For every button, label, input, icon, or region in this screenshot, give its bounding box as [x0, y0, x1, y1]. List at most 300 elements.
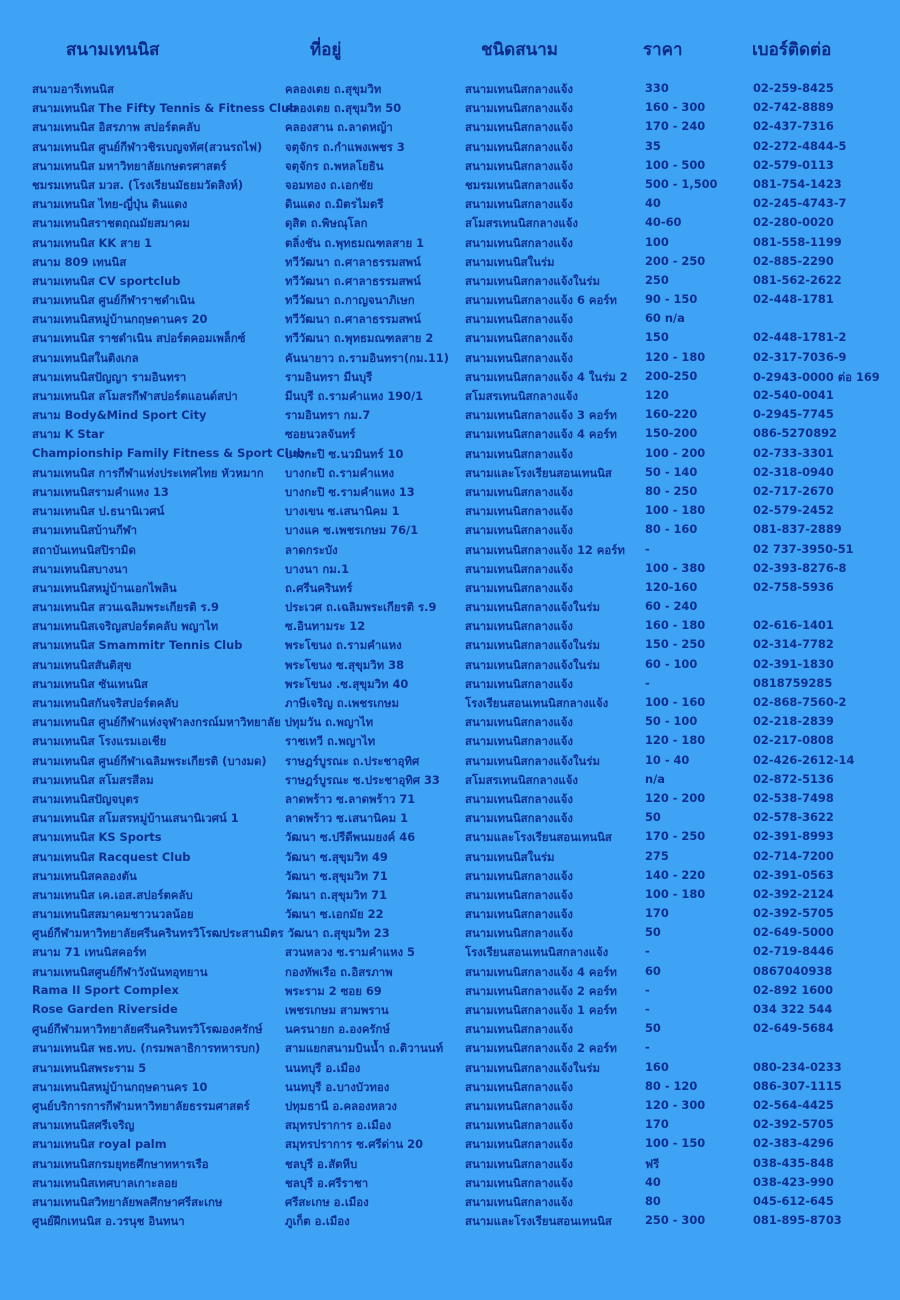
court-name: สนามเทนนิส The Fifty Tennis & Fitness Club — [32, 101, 298, 116]
court-location: บางเขน ซ.เสนานิคม 1 — [285, 504, 400, 519]
court-phone: 02-272-4844-5 — [753, 138, 847, 153]
table-row — [0, 827, 900, 846]
court-name: สนามเทนนิส ศูนย์กีฬาแห่งจุฬาลงกรณ์มหาวิทยาลัย ปทุมวัน ถ.พญาไท — [32, 715, 374, 730]
court-name: สนามเทนนิส Racquest Club — [32, 849, 191, 864]
court-type: สนามเทนนิสกลางแจ้งในร่ม — [465, 657, 600, 672]
court-location: คลองสาน ถ.ลาดหญ้า — [285, 120, 393, 135]
court-location: ปทุมธานี อ.คลองหลวง — [285, 1098, 397, 1113]
court-price: - — [645, 1040, 650, 1055]
court-phone: 086-5270892 — [753, 426, 837, 441]
court-type: สนามเทนนิสกลางแจ้ง — [465, 734, 573, 749]
court-price: 170 - 240 — [645, 119, 706, 134]
court-location: รามอินทรา มีนบุรี — [285, 369, 373, 384]
court-phone: 02-742-8889 — [753, 100, 834, 115]
court-price: 100 - 200 — [645, 445, 706, 460]
court-type: สนามเทนนิสกลางแจ้ง — [465, 1022, 573, 1037]
court-type: สนามเทนนิสกลางแจ้ง — [465, 158, 573, 173]
table-row — [0, 981, 900, 1000]
court-name: สนามเทนนิส KS Sports — [32, 830, 162, 845]
table-row — [0, 1192, 900, 1211]
court-type: สนามเทนนิสกลางแจ้ง — [465, 120, 573, 135]
court-phone: 02-649-5000 — [753, 925, 834, 940]
table-row — [0, 1173, 900, 1192]
court-price: - — [645, 944, 650, 959]
table-row — [0, 540, 900, 559]
court-name: สนามเทนนิสวิทยาลัยพลศึกษาศรีสะเกษ — [32, 1194, 223, 1209]
court-price: 35 — [645, 138, 661, 153]
court-location: จตุจักร ถ.พหลโยธิน — [285, 158, 384, 173]
court-price: 40-60 — [645, 215, 682, 230]
court-type: สนามเทนนิสกลางแจ้งในร่ม — [465, 600, 600, 615]
court-type: สนามเทนนิสกลางแจ้ง 12 คอร์ท — [465, 542, 625, 557]
court-phone: 02-578-3622 — [753, 810, 834, 825]
court-price: 80 - 120 — [645, 1078, 698, 1093]
court-name: ชมรมเทนนิส มวส. (โรงเรียนมัธยมวัดสิงห์) — [32, 177, 244, 192]
court-name: Championship Family Fitness & Sport Club- — [32, 445, 310, 460]
court-location: บางนา กม.1 — [285, 561, 349, 576]
court-location: บางกะปิ ซ.นวมินทร์ 10 — [285, 446, 404, 461]
court-location: ตลิ่งชัน ถ.พุทธมณฑลสาย 1 — [285, 235, 425, 250]
court-name: ศูนย์บริการการกีฬามหาวิทยาลัยธรรมศาสตร์ — [32, 1098, 250, 1113]
court-type: สนามเทนนิสกลางแจ้ง — [465, 523, 573, 538]
court-price: 50 — [645, 810, 661, 825]
court-phone: 081-837-2889 — [753, 522, 842, 537]
table-row — [0, 1000, 900, 1019]
header-location: ที่อยู่ — [310, 40, 342, 60]
court-name: ศูนย์กีฬามหาวิทยาลัยศรีนครินทรวิโรฒองครักษ์ — [32, 1022, 263, 1037]
court-type: สนามเทนนิสกลางแจ้ง — [465, 676, 573, 691]
court-list — [0, 79, 900, 1230]
court-location: วัฒนา ซ.ปรีดีพนมยงค์ 46 — [285, 830, 416, 845]
court-name: สนาม 71 เทนนิสคอร์ท — [32, 945, 147, 960]
court-location: วัฒนา ถ.สุขุมวิท 71 — [285, 887, 388, 902]
court-type: โรงเรียนสอนเทนนิสกลางแจ้ง — [465, 696, 609, 710]
court-location: สามแยกสนามบินน้ำ ถ.ติวานนท์ — [285, 1041, 444, 1056]
court-type: สนามเทนนิสกลางแจ้ง — [465, 1137, 573, 1152]
court-name: สนามเทนนิสราชตฤณมัยสมาคม — [32, 216, 190, 231]
court-location: ดินแดง ถ.มิตรไมตรี — [285, 197, 384, 212]
table-row — [0, 923, 900, 942]
court-name: Rose Garden Riverside — [32, 1002, 178, 1016]
court-type: สนามเทนนิสกลางแจ้ง — [465, 619, 573, 634]
court-phone: 038-435-848 — [753, 1155, 834, 1170]
court-phone: 034 322 544 — [753, 1002, 833, 1016]
court-type: สนามเทนนิสกลางแจ้ง — [465, 331, 573, 346]
court-location: สมุทรปราการ อ.เมือง — [285, 1118, 392, 1133]
header-price: ราคา — [643, 40, 683, 60]
court-phone: 02-564-4425 — [753, 1097, 834, 1112]
court-phone: 02-538-7498 — [753, 790, 834, 805]
court-phone: 02 737-3950-51 — [753, 541, 854, 556]
court-phone: 02-868-7560-2 — [753, 695, 847, 709]
court-price: 170 - 250 — [645, 829, 706, 844]
table-row — [0, 348, 900, 367]
court-type: สนามเทนนิสกลางแจ้ง — [465, 350, 573, 365]
court-price: 80 - 160 — [645, 522, 698, 537]
court-phone: 02-392-2124 — [753, 886, 834, 901]
table-row — [0, 1038, 900, 1057]
table-row — [0, 962, 900, 981]
court-location: บางกะปิ ถ.รามคำแหง — [285, 465, 395, 480]
court-type: สนามเทนนิสกลางแจ้ง 3 คอร์ท — [465, 408, 617, 423]
table-row — [0, 751, 900, 770]
court-name: ศูนย์ฝึกเทนนิส อ.วรนุช อินทนา — [32, 1214, 185, 1229]
court-price: 80 — [645, 1193, 661, 1208]
court-location: ศรีสะเกษ อ.เมือง — [285, 1194, 369, 1209]
court-type: สนามเทนนิสกลางแจ้ง — [465, 484, 573, 499]
court-location: ลาดพร้าว ซ.เสนานิคม 1 — [285, 811, 409, 826]
court-location: รามอินทรา กม.7 — [285, 408, 371, 423]
court-type: สนามเทนนิสกลางแจ้ง 2 คอร์ท — [465, 983, 617, 998]
header-court-type: ชนิดสนาม — [481, 40, 558, 60]
court-phone: 02-317-7036-9 — [753, 349, 847, 364]
court-phone: 02-280-0020 — [753, 215, 834, 230]
court-price: - — [645, 541, 650, 556]
court-name: สนามเทนนิสเทศบาลเกาะลอย — [32, 1175, 178, 1190]
court-phone: 02-391-0563 — [753, 867, 834, 882]
court-price: 330 — [645, 81, 669, 95]
court-phone: 02-245-4743-7 — [753, 196, 847, 211]
court-name: สนามเทนนิสหมู่บ้านกฤษดานคร 10 — [32, 1079, 208, 1094]
table-row — [0, 616, 900, 635]
court-type: สนามเทนนิสกลางแจ้งในร่ม — [465, 273, 600, 288]
table-row — [0, 463, 900, 482]
court-type: สนามเทนนิสกลางแจ้ง 4 ในร่ม 2 — [465, 369, 628, 384]
court-name: สนามเทนนิสในติงเกล — [32, 350, 139, 365]
table-row — [0, 482, 900, 501]
table-row — [0, 252, 900, 271]
court-name: สนามเทนนิส สโมสรกีฬาสปอร์ตแอนด์สปา — [32, 389, 238, 403]
court-phone: 086-307-1115 — [753, 1078, 842, 1093]
court-phone: 045-612-645 — [753, 1193, 834, 1208]
court-location: สมุทรปราการ ซ.ศรีด่าน 20 — [285, 1137, 424, 1152]
court-type: สโมสรเทนนิสกลางแจ้ง — [465, 216, 578, 231]
court-name: สนามเทนนิส ศูนย์กีฬาราชดำเนิน — [32, 293, 195, 308]
court-price: - — [645, 982, 650, 997]
court-phone: 02-892 1600 — [753, 982, 834, 997]
court-price: 160 — [645, 1059, 669, 1074]
court-name: สนามเทนนิส ป.ธนานิเวศน์ — [32, 504, 165, 519]
court-price: 275 — [645, 848, 669, 863]
court-price: 100 - 160 — [645, 695, 706, 709]
court-name: สนามเทนนิสปัญญา รามอินทรา — [32, 369, 187, 384]
court-type: สนามเทนนิสกลางแจ้ง — [465, 82, 573, 96]
court-location: บางกะปิ ซ.รามคำแหง 13 — [285, 484, 415, 499]
court-price: 10 - 40 — [645, 752, 690, 767]
court-phone: 02-314-7782 — [753, 637, 834, 652]
court-type: สนามเทนนิสกลางแจ้ง — [465, 561, 573, 576]
court-price: n/a — [645, 771, 665, 786]
court-name: สนามเทนนิสเจริญสปอร์ตคลับ พญาไท — [32, 619, 219, 634]
court-name: Rama II Sport Complex — [32, 982, 179, 997]
table-row — [0, 194, 900, 213]
court-type: สนามเทนนิสกลางแจ้ง — [465, 791, 573, 806]
table-row — [0, 597, 900, 616]
court-name: สนามเทนนิส สโมสรหมู่บ้านเสนานิเวศน์ 1 — [32, 811, 239, 826]
court-location: ราษฎร์บูรณะ ถ.ประชาอุทิศ — [285, 753, 420, 768]
court-name: สนามเทนนิส ราชดำเนิน สปอร์ตคอมเพล็กซ์ — [32, 331, 246, 346]
court-phone: 02-448-1781-2 — [753, 330, 847, 345]
court-name: ศูนย์กีฬามหาวิทยาลัยศรีนครินทรวิโรฒประสานมิตร วัฒนา ถ.สุขุมวิท 23 — [32, 926, 390, 941]
court-location: เพชรเกษม สามพราน — [285, 1003, 389, 1017]
court-location: พระโขนง ถ.รามคำแหง — [285, 638, 402, 653]
court-phone: 0867040938 — [753, 963, 833, 978]
court-type: สนามเทนนิสกลางแจ้ง — [465, 446, 573, 461]
court-type: สนามเทนนิสในร่ม — [465, 254, 555, 269]
court-name: สนามเทนนิส โรงแรมเอเชีย — [32, 734, 167, 749]
court-type: สนามและโรงเรียนสอนเทนนิส — [465, 465, 612, 480]
court-price: 120-160 — [645, 579, 698, 594]
court-name: สนามเทนนิสกันจริสปอร์ตคลับ — [32, 696, 179, 710]
court-type: สนามเทนนิสกลางแจ้ง — [465, 811, 573, 826]
court-price: 100 - 180 — [645, 503, 706, 518]
court-price: 80 - 250 — [645, 483, 698, 498]
court-location: ภูเก็ต อ.เมือง — [285, 1214, 350, 1229]
court-price: 200 - 250 — [645, 253, 706, 268]
court-name: สนามอารีเทนนิส — [32, 82, 114, 96]
court-type: สนามเทนนิสกลางแจ้ง — [465, 907, 573, 922]
court-name: สนามเทนนิส อิสรภาพ สปอร์ตคลับ — [32, 120, 201, 135]
court-type: สนามและโรงเรียนสอนเทนนิส — [465, 1214, 612, 1229]
court-name: สนามเทนนิส มหาวิทยาลัยเกษตรศาสตร์ — [32, 158, 227, 173]
court-type: สนามเทนนิสกลางแจ้ง 4 คอร์ท — [465, 964, 617, 979]
court-name: สนาม 809 เทนนิส — [32, 254, 127, 269]
court-location: ภาษีเจริญ ถ.เพชรเกษม — [285, 696, 400, 710]
court-phone: 080-234-0233 — [753, 1059, 842, 1074]
table-row — [0, 501, 900, 520]
court-name: สนามเทนนิส เค.เอส.สปอร์ตคลับ — [32, 887, 193, 902]
court-name: สนามเทนนิส ไทย-ญี่ปุ่น ดินแดง — [32, 197, 188, 212]
court-location: พระราม 2 ซอย 69 — [285, 983, 382, 998]
court-location: ชลบุรี อ.สัตหีบ — [285, 1156, 358, 1171]
court-name: สนามเทนนิส สวนเฉลิมพระเกียรติ ร.9 — [32, 600, 219, 615]
court-price: ฟรี — [645, 1156, 660, 1171]
court-type: สนามเทนนิสกลางแจ้ง — [465, 1118, 573, 1133]
court-name: สนามเทนนิสสมาคมชาวนวลน้อย — [32, 907, 194, 922]
table-row — [0, 424, 900, 443]
court-type: โรงเรียนสอนเทนนิสกลางแจ้ง — [465, 945, 609, 960]
court-location: วัฒนา ซ.สุขุมวิท 71 — [285, 868, 388, 883]
court-phone: 02-391-1830 — [753, 656, 834, 671]
table-row — [0, 674, 900, 693]
table-row — [0, 904, 900, 923]
court-phone: 0-2945-7745 — [753, 407, 834, 422]
court-phone: 02-540-0041 — [753, 388, 834, 402]
court-name: สนามเทนนิส การกีฬาแห่งประเทศไทย หัวหมาก — [32, 465, 264, 480]
court-price: 100 - 180 — [645, 886, 706, 901]
court-type: สนามเทนนิสกลางแจ้ง — [465, 926, 573, 941]
court-phone: 02-872-5136 — [753, 771, 834, 786]
court-phone: 02-616-1401 — [753, 618, 834, 633]
court-location: มีนบุรี ถ.รามคำแหง 190/1 — [285, 389, 424, 403]
court-phone: 02-579-0113 — [753, 157, 834, 172]
court-type: สนามเทนนิสกลางแจ้ง — [465, 101, 573, 116]
court-type: สนามเทนนิสกลางแจ้ง — [465, 580, 573, 595]
court-phone: 02-392-5705 — [753, 1117, 834, 1132]
court-price: 170 — [645, 1117, 669, 1132]
table-row — [0, 847, 900, 866]
court-name: สนามเทนนิสศูนย์กีฬาวังนันทอุทยาน — [32, 964, 208, 979]
court-phone: 02-719-8446 — [753, 944, 834, 959]
court-price: 50 - 100 — [645, 714, 698, 729]
court-phone: 02-218-2839 — [753, 714, 834, 729]
court-type: สนามเทนนิสกลางแจ้ง — [465, 312, 573, 327]
court-price: 120 - 180 — [645, 733, 706, 748]
court-type: สนามเทนนิสกลางแจ้ง — [465, 235, 573, 250]
court-price: 100 - 500 — [645, 157, 706, 172]
court-location: นครนายก อ.องครักษ์ — [285, 1022, 390, 1037]
court-price: 40 — [645, 1174, 661, 1189]
court-price: 500 - 1,500 — [645, 176, 718, 191]
table-row — [0, 367, 900, 386]
court-type: สนามเทนนิสกลางแจ้ง 2 คอร์ท — [465, 1041, 617, 1056]
court-type: สนามเทนนิสกลางแจ้ง — [465, 504, 573, 519]
court-phone: 02-259-8425 — [753, 81, 834, 95]
table-row — [0, 885, 900, 904]
court-phone: 02-885-2290 — [753, 253, 834, 268]
table-row — [0, 271, 900, 290]
court-name: สนาม Body&Mind Sport City — [32, 408, 207, 423]
court-price: 60 - 240 — [645, 599, 698, 614]
court-price: 40 — [645, 196, 661, 211]
court-location: ทวีวัฒนา ถ.ศาลาธรรมสพน์ — [285, 254, 421, 269]
court-location: ลาดกระบัง — [285, 542, 338, 557]
court-name: สนามเทนนิส royal palm — [32, 1137, 167, 1152]
court-name: สนามเทนนิส ศูนย์กีฬาวชิรเบญจทัศ(สวนรถไฟ) — [32, 139, 263, 154]
court-price: 250 — [645, 272, 669, 287]
court-name: สนามเทนนิส ศูนย์กีฬาเฉลิมพระเกียรติ (บางมด) — [32, 753, 267, 768]
court-price: 100 - 150 — [645, 1136, 706, 1151]
court-name: สนามเทนนิส พธ.ทบ. (กรมพลาธิการทหารบก) — [32, 1041, 261, 1056]
court-phone: 02-448-1781 — [753, 292, 834, 307]
court-phone: 02-383-4296 — [753, 1136, 834, 1151]
court-phone: 02-758-5936 — [753, 579, 834, 594]
court-price: - — [645, 675, 650, 690]
table-row — [0, 712, 900, 731]
court-name: สนามเทนนิสรามคำแหง 13 — [32, 484, 169, 499]
court-location: ชลบุรี อ.ศรีราชา — [285, 1175, 369, 1190]
table-row — [0, 137, 900, 156]
court-phone: 02-392-5705 — [753, 906, 834, 921]
court-name: สนามเทนนิสศรีเจริญ — [32, 1118, 135, 1133]
table-row — [0, 808, 900, 827]
court-name: สนามเทนนิสปัญจบุตร — [32, 791, 139, 806]
court-type: สโมสรเทนนิสกลางแจ้ง — [465, 772, 578, 787]
court-phone: 02-426-2612-14 — [753, 752, 855, 767]
court-price: - — [645, 1002, 650, 1016]
court-phone: 02-437-7316 — [753, 119, 834, 134]
court-phone: 081-562-2622 — [753, 272, 842, 287]
court-phone: 0818759285 — [753, 675, 833, 690]
court-price: 150 — [645, 330, 669, 345]
court-price: 60 - 100 — [645, 656, 698, 671]
court-type: สนามเทนนิสกลางแจ้งในร่ม — [465, 1060, 600, 1075]
court-type: สนามเทนนิสกลางแจ้งในร่ม — [465, 753, 600, 768]
court-name: สนามเทนนิสคลองตัน — [32, 868, 137, 883]
court-name: สถาบันเทนนิสปิรามิด — [32, 542, 136, 557]
court-phone: 081-558-1199 — [753, 234, 842, 249]
table-row — [0, 1019, 900, 1038]
court-price: 50 — [645, 1021, 661, 1036]
court-location: ทวีวัฒนา ถ.ศาลาธรรมสพน์ — [285, 273, 421, 288]
court-type: สนามเทนนิสกลางแจ้ง — [465, 197, 573, 212]
table-header — [0, 36, 900, 62]
court-location: คลองเตย ถ.สุขุมวิท 50 — [285, 101, 402, 116]
court-phone: 02-714-7200 — [753, 848, 834, 863]
table-row — [0, 1077, 900, 1096]
court-price: 150-200 — [645, 426, 698, 441]
table-row — [0, 1115, 900, 1134]
court-price: 50 - 140 — [645, 464, 698, 479]
court-type: สนามเทนนิสกลางแจ้ง 1 คอร์ท — [465, 1003, 617, 1017]
court-price: 160 - 300 — [645, 100, 706, 115]
court-name: สนามเทนนิสกรมยุทธศึกษาทหารเรือ — [32, 1156, 209, 1171]
court-phone: 02-649-5684 — [753, 1021, 834, 1036]
table-row — [0, 328, 900, 347]
court-phone: 081-895-8703 — [753, 1213, 842, 1228]
court-location: นนทบุรี อ.บางบัวทอง — [285, 1079, 390, 1094]
court-name: สนามเทนนิส Smammitr Tennis Club — [32, 638, 243, 653]
court-name: สนามเทนนิสสันติสุข — [32, 657, 132, 672]
table-row — [0, 175, 900, 194]
court-type: สนามเทนนิสกลางแจ้ง — [465, 715, 573, 730]
court-name: สนามเทนนิสบางนา — [32, 561, 128, 576]
court-phone: 02-733-3301 — [753, 445, 834, 460]
court-phone: 02-393-8276-8 — [753, 560, 847, 575]
court-type: สนามเทนนิสกลางแจ้ง — [465, 887, 573, 902]
table-row — [0, 1154, 900, 1173]
court-price: 250 - 300 — [645, 1213, 706, 1228]
court-price: 140 - 220 — [645, 867, 706, 882]
court-phone: 02-217-0808 — [753, 733, 834, 748]
table-row — [0, 693, 900, 712]
court-price: 120 — [645, 388, 669, 402]
court-location: สวนหลวง ซ.รามคำแหง 5 — [285, 945, 415, 960]
court-phone: 02-391-8993 — [753, 829, 834, 844]
table-row — [0, 444, 900, 463]
court-price: 120 - 200 — [645, 790, 706, 805]
court-type: สนามเทนนิสกลางแจ้ง — [465, 1194, 573, 1209]
court-name: สนามเทนนิสพระราม 5 — [32, 1060, 147, 1075]
court-type: สนามเทนนิสกลางแจ้ง 6 คอร์ท — [465, 293, 617, 308]
court-location: จตุจักร ถ.กำแพงเพชร 3 — [285, 139, 405, 154]
court-name: สนามเทนนิส ซันเทนนิส — [32, 676, 148, 691]
court-phone: 02-579-2452 — [753, 503, 834, 518]
court-location: นนทบุรี อ.เมือง — [285, 1060, 361, 1075]
court-location: วัฒนา ซ.สุขุมวิท 49 — [285, 849, 388, 864]
table-row — [0, 98, 900, 117]
table-row — [0, 731, 900, 750]
court-type: สนามเทนนิสกลางแจ้ง 4 คอร์ท — [465, 427, 617, 442]
court-type: สนามเทนนิสกลางแจ้ง — [465, 1175, 573, 1190]
court-price: 100 - 380 — [645, 560, 706, 575]
court-type: สนามเทนนิสกลางแจ้ง — [465, 139, 573, 154]
court-location: ราชเทวี ถ.พญาไท — [285, 734, 376, 749]
court-price: 160-220 — [645, 407, 698, 422]
court-location: ซอยนวลจันทร์ — [285, 427, 356, 442]
court-price: 170 — [645, 906, 669, 921]
court-name: สนามเทนนิสหมู่บ้านเอกไพลิน — [32, 580, 177, 595]
court-location: ถ.ศรีนครินทร์ — [285, 580, 353, 595]
table-row — [0, 386, 900, 405]
table-row — [0, 520, 900, 539]
court-location: ประเวศ ถ.เฉลิมพระเกียรติ ร.9 — [285, 600, 437, 615]
table-row — [0, 1211, 900, 1230]
court-location: ทวีวัฒนา ถ.พุทธมณฑลสาย 2 — [285, 331, 434, 346]
table-row — [0, 117, 900, 136]
court-price: 90 - 150 — [645, 292, 698, 307]
court-location: จอมทอง ถ.เอกชัย — [285, 177, 374, 192]
